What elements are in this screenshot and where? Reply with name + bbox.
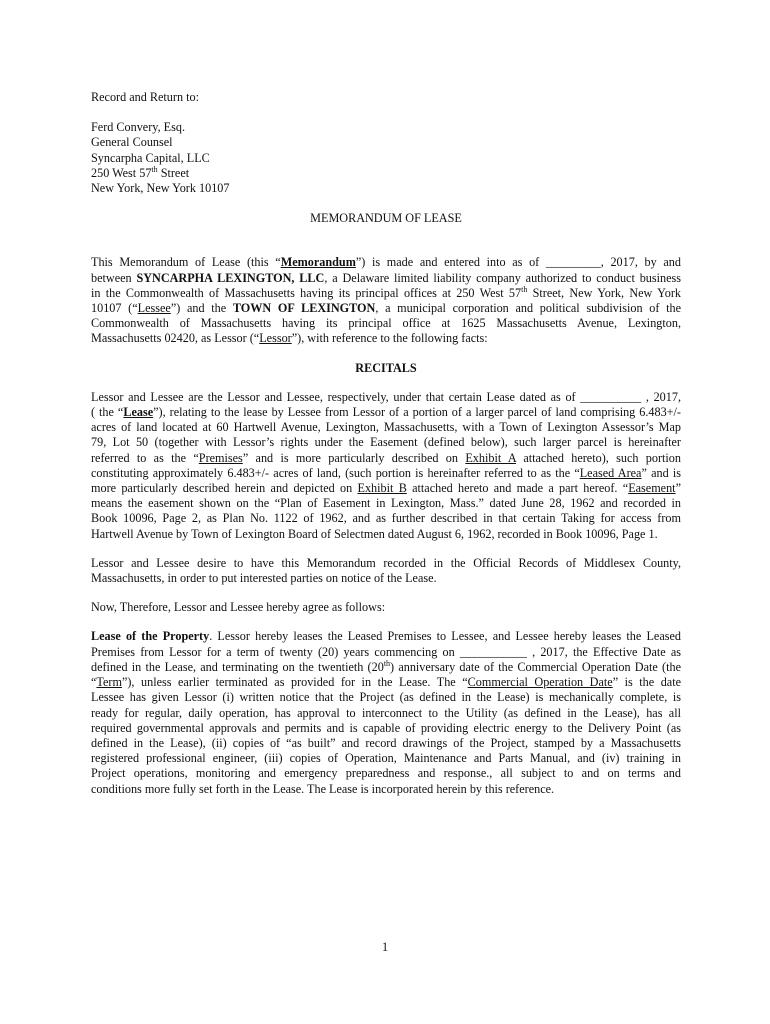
recitals-paragraph-1 <box>91 390 681 542</box>
recipient-street <box>91 166 681 181</box>
intro-line: in the Commonwealth of Massachusetts having its principal offices at 250 West 57th Street, New York, New York <box>91 284 681 300</box>
lease-line: conditions more fully set forth in the Lease. The Lease is incorporated herein by this reference. <box>91 781 555 796</box>
intro-line: This Memorandum of Lease (this “Memorandum”) is made and entered into as of _________, 2017, by and <box>91 255 681 270</box>
recital-line: referred to as the “Premises” and is more particularly described on Exhibit A attached hereto), such portion <box>91 450 681 465</box>
defined-term-memorandum: Memorandum <box>280 255 356 270</box>
document-title: MEMORANDUM OF LEASE <box>310 211 462 226</box>
defined-term-lessor: Lessor <box>259 331 292 346</box>
lease-line: defined in the Lease), (ii) copies of “as built” and record drawings of the Project, stamped by a Massachusetts <box>91 735 681 750</box>
lease-line: required governmental approvals and permits and is capable of providing electric energy to the Delivery Point (as <box>91 720 681 735</box>
recipient-role: General Counsel <box>91 135 173 150</box>
lease-line: Premises from Lessor for a term of twenty (20) years commencing on ___________ , 2017, the Effective Date as <box>91 644 681 659</box>
document-page <box>91 90 681 797</box>
lease-line: “Term”), unless earlier terminated as provided for in the Lease. The “Commercial Operation Date” is the date <box>91 675 681 690</box>
exhibit-a-reference: Exhibit A <box>465 450 516 465</box>
intro-line: Commonwealth of Massachusetts having its principal office at 1625 Massachusetts Avenue, Lexington, <box>91 316 681 331</box>
recipient-name: Ferd Convery, Esq. <box>91 120 185 135</box>
recipient-company: Syncarpha Capital, LLC <box>91 150 210 165</box>
recital-line: more particularly described herein and depicted on Exhibit B attached hereto and made a part hereof. “Easement” <box>91 481 681 496</box>
defined-term-term: Term <box>96 675 122 690</box>
record-heading: Record and Return to: <box>91 90 199 104</box>
intro-line: between SYNCARPHA LEXINGTON, LLC, a Delaware limited liability company authorized to conduct business <box>91 270 681 285</box>
recital-line: Massachusetts, in order to put interested parties on notice of the Lease. <box>91 571 437 586</box>
recitals-paragraph-2 <box>91 556 681 586</box>
party-syncarpha: SYNCARPHA LEXINGTON, LLC <box>136 270 325 285</box>
page-number: 1 <box>381 940 389 954</box>
recital-line: acres of land located at 60 Hartwell Avenue, Lexington, Massachusetts, with a Town of Lexington Assessor’s Map <box>91 420 681 435</box>
agreement-statement: Now, Therefore, Lessor and Lessee hereby agree as follows: <box>91 600 386 615</box>
recital-line: Book 10096, Page 2, as Plan No. 1122 of 1962, and as further described in that certain Taking for access from <box>91 511 681 526</box>
lease-of-property-section <box>91 629 681 796</box>
lease-line: Lessee has given Lessor (i) written notice that the Project (as defined in the Lease) is mechanically complete, is <box>91 690 681 705</box>
street-suffix: Street <box>157 165 190 180</box>
section-heading-lease-of-property: Lease of the Property <box>91 629 210 644</box>
intro-paragraph <box>91 255 681 346</box>
street-text: 250 West 57 <box>91 165 152 180</box>
recipient-city: New York, New York 10107 <box>91 181 230 196</box>
defined-term-lessee: Lessee <box>137 301 171 316</box>
intro-line: Massachusetts 02420, as Lessor (“Lessor”), with reference to the following facts: <box>91 331 488 346</box>
party-town-of-lexington: TOWN OF LEXINGTON <box>232 301 376 316</box>
recital-line: 79, Lot 50 (together with Lessor’s rights under the Easement (defined below), such larger parcel is hereinafter <box>91 435 681 450</box>
record-and-return-block <box>91 90 681 196</box>
defined-term-commercial-operation-date: Commercial Operation Date <box>467 675 613 690</box>
lease-line: defined in the Lease, and terminating on the twentieth (20th) anniversary date of the Commercial Operation Date (the <box>91 658 681 674</box>
defined-term-lease: Lease <box>123 405 154 420</box>
recital-line: Hartwell Avenue by Town of Lexington Board of Selectmen dated August 6, 1962, recorded in Book 10096, Page 1. <box>91 526 658 541</box>
defined-term-easement: Easement <box>628 481 676 496</box>
defined-term-leased-area: Leased Area <box>579 465 642 480</box>
recital-line: Lessor and Lessee are the Lessor and Lessee, respectively, under that certain Lease dated as of __________ , 2017, <box>91 389 681 404</box>
lease-line: Lease of the Property. Lessor hereby leases the Leased Premises to Lessee, and Lessee hereby leases the Leased <box>91 629 681 644</box>
lease-line: registered professional engineer, (iii) copies of Operation, Maintenance and Parts Manual, and (iv) training in <box>91 751 681 766</box>
street-superscript: th <box>151 164 158 174</box>
lease-line: Project operations, monitoring and emergency preparedness and response., all subject to and on terms and <box>91 766 681 781</box>
recitals-heading: RECITALS <box>355 360 417 375</box>
exhibit-b-reference: Exhibit B <box>357 481 407 496</box>
intro-line: 10107 (“Lessee”) and the TOWN OF LEXINGTON, a municipal corporation and political subdivision of the <box>91 301 682 316</box>
lease-line: ready for regular, daily operation, has approval to interconnect to the Utility (as defined in the Lease), has all <box>91 705 681 720</box>
recital-line: Lessor and Lessee desire to have this Memorandum recorded in the Official Records of Middlesex County, <box>91 555 681 570</box>
recital-line: constituting approximately 6.483+/- acres of land, (such portion is hereinafter referred to as the “Leased Area” and is <box>91 465 681 480</box>
defined-term-premises: Premises <box>198 450 243 465</box>
recital-line: ( the “Lease”), relating to the lease by Lessee from Lessor of a portion of a larger parcel of land comprising 6.483+/- <box>91 405 681 420</box>
recital-line: means the easement shown on the “Plan of Easement in Lexington, Mass.” dated June 28, 1962 and recorded in <box>91 496 681 511</box>
